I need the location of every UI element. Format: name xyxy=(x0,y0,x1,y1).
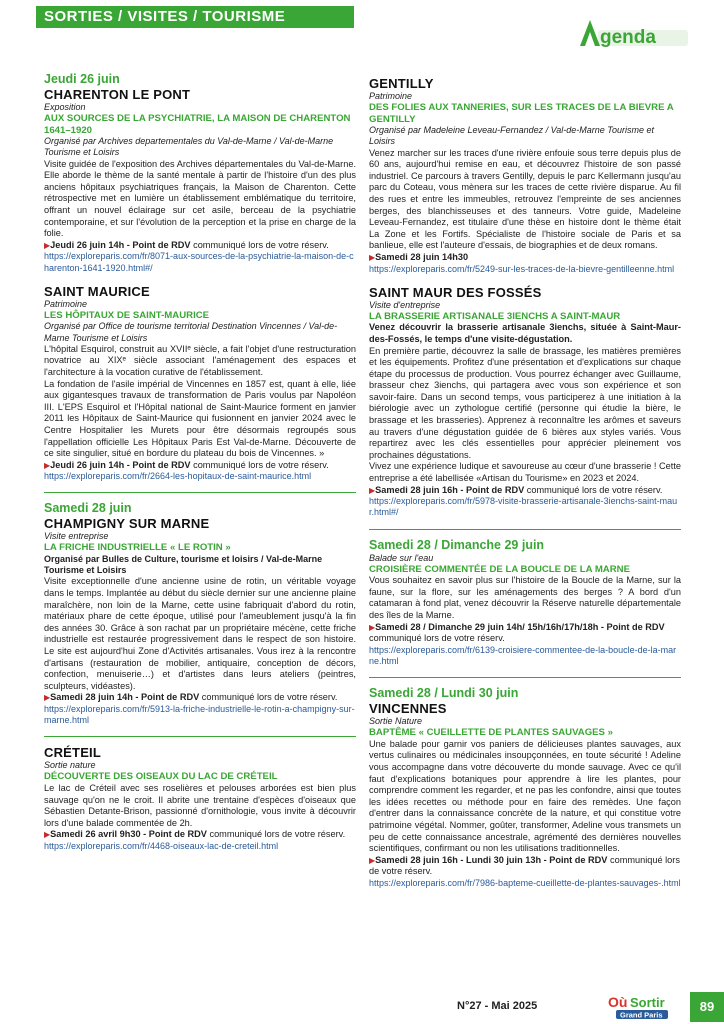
svg-text:Grand Paris: Grand Paris xyxy=(620,1010,663,1020)
event-description-2: Vivez une expérience ludique et savoureuse au cœur d'une brasserie ! Cette entreprise a été labellisée «Artisan du Tourisme» en 2023 et 2024. xyxy=(369,461,681,484)
event-city: VINCENNES xyxy=(369,701,447,717)
event-city: CHAMPIGNY SUR MARNE xyxy=(44,516,210,532)
event-creteil xyxy=(44,745,356,852)
event-title: AUX SOURCES DE LA PSYCHIATRIE, LA MAISON DE CHARENTON 1641–1920 xyxy=(44,113,351,136)
event-title: DÉCOUVERTE DES OISEAUX DU LAC DE CRÉTEIL xyxy=(44,771,278,783)
agenda-logo xyxy=(578,18,690,50)
rdv-time: Jeudi 26 juin 14h - Point de RDV xyxy=(50,239,191,250)
event-title: CROISIÈRE COMMENTÉE DE LA BOUCLE DE LA MARNE xyxy=(369,563,630,575)
event-rdv xyxy=(44,829,356,841)
arrow-right-icon: ▶ xyxy=(44,240,51,250)
event-link[interactable]: https://exploreparis.com/fr/6139-croisiere-commentee-de-la-boucle-de-la-marne.html xyxy=(369,644,677,666)
divider xyxy=(369,677,681,678)
event-title: DES FOLIES AUX TANNERIES, SUR LES TRACES DE LA BIEVRE A GENTILLY xyxy=(369,102,674,125)
rdv-time: Samedi 28 juin 16h - Lundi 30 juin 13h - Point de RDV xyxy=(375,854,608,865)
rdv-time: Samedi 28 / Dimanche 29 juin 14h/ 15h/16h/17h/18h - Point de RDV xyxy=(375,621,665,632)
event-organizer: Organisé par Office de tourisme territorial Destination Vincennes / Val-de-Marne Tourisme et Loisirs xyxy=(44,321,338,343)
event-category: Visite entreprise xyxy=(44,531,109,542)
rdv-note: communiqué lors de votre réserv. xyxy=(199,692,338,703)
arrow-right-icon: ▶ xyxy=(44,460,51,470)
event-vincennes xyxy=(369,686,681,889)
arrow-right-icon: ▶ xyxy=(369,855,376,865)
event-description: Venez marcher sur les traces d'une rivière enfouie sous terre depuis plus de 60 ans, aujourd'hui remise en eau, et découvrez l'histoire de son passé industriel. Ce parcours à travers Gentilly, depuis le parc Kellermann jusqu'au parc du Coteau, vous mènera sur les traces de cette rivière disparue. Au fil des rues et entre les immeubles, retrouvez l'empreinte de ses anciennes berges, des blanchisseuses et des tanneurs. Votre guide, Madeleine Leveau-Fernandez, est titulaire d'une thèse en histoire dont le thème était La Zone et les Fortifs. Spécialiste de l'histoire sociale de Paris et sa banlieue, elle est l'auteure d'essais, de biographies et de deux romans. xyxy=(369,147,681,251)
event-charenton xyxy=(44,72,356,274)
arrow-right-icon: ▶ xyxy=(369,485,376,495)
event-champigny xyxy=(44,501,356,726)
svg-text:Sortir: Sortir xyxy=(630,995,665,1010)
event-link[interactable]: https://exploreparis.com/fr/8071-aux-sources-de-la-psychiatrie-la-maison-de-charenton-1641-1920.html#/ xyxy=(44,251,354,273)
event-rdv xyxy=(44,240,356,252)
event-category: Patrimoine xyxy=(369,91,413,101)
event-category: Balade sur l'eau xyxy=(369,552,434,563)
event-croisiere xyxy=(369,538,681,668)
event-city: CRÉTEIL xyxy=(44,745,102,761)
event-rdv xyxy=(369,855,681,878)
event-link[interactable]: https://exploreparis.com/fr/7986-bapteme-cueillette-de-plantes-sauvages-.html xyxy=(369,877,681,888)
arrow-right-icon: ▶ xyxy=(369,252,376,262)
event-link[interactable]: https://exploreparis.com/fr/5978-visite-brasserie-artisanale-3ienchs-saint-maur.html#/ xyxy=(369,496,678,518)
magazine-logo xyxy=(606,992,680,1020)
event-date: Samedi 28 / Lundi 30 juin xyxy=(369,686,519,701)
event-rdv xyxy=(369,485,681,497)
issue-number: N°27 - Mai 2025 xyxy=(457,1000,538,1012)
event-category: Visite d'entreprise xyxy=(369,299,441,310)
event-description: Le lac de Créteil avec ses roselières et pelouses arborées est bien plus sauvage qu'on ne le croit. Il abrite une trentaine d'espèces d'oiseaux que Sébastien Detante-Brison, passionné d'ornithologie, vous invite à découvrir lors d'une balade commentée de 2h. xyxy=(44,783,356,828)
event-category: Sortie nature xyxy=(44,760,96,771)
page-number: 89 xyxy=(690,992,724,1022)
event-description: L'hôpital Esquirol, construit au XVIIᵉ siècle, a fait l'objet d'une restructuration novatrice au XIXᵉ siècle associant l'aménagement des espaces et l'architecture à la vocation curative de l'établissement. xyxy=(44,343,356,377)
event-title: LES HÔPITAUX DE SAINT-MAURICE xyxy=(44,309,210,321)
event-saint-maurice xyxy=(44,284,356,483)
event-rdv xyxy=(369,622,681,645)
rdv-time: Samedi 28 juin 16h - Point de RDV xyxy=(375,484,525,495)
agenda-logo-text: genda xyxy=(600,27,656,48)
event-city: SAINT MAUR DES FOSSÉS xyxy=(369,284,542,300)
event-description: Une balade pour garnir vos paniers de délicieuses plantes sauvages, aux vertus culinaires ou médicinales insoupçonnées, en toute sécurité ! Adeline vous accompagne dans votre découverte du monde sauvage. Avec ce qu'il faut d'explications botaniques pour apprendre à lire les plantes, pour comprendre comment les regarder, et ne pas les confondre, ainsi que toutes les idées recettes ou méthode pour en faire des remèdes. Une façon d'entrer dans la connaissance concrète de la nature, et qui constitue votre patrimoine végétal. Nommer, goûter, transformer, Adeline vous transmets un peu de cette connaissance ancestrale, agrémenté des dernières nouvelles scientifiques, confirmant ou non les utilisations traditionnelles. xyxy=(369,738,681,854)
divider xyxy=(369,529,681,530)
event-category: Exposition xyxy=(44,102,86,112)
event-gentilly xyxy=(369,76,681,275)
rdv-note: communiqué lors de votre réserv. xyxy=(190,459,329,470)
rdv-note: communiqué lors de votre réserv. xyxy=(524,484,663,495)
event-link[interactable]: https://exploreparis.com/fr/2664-les-hopitaux-de-saint-maurice.html xyxy=(44,471,312,482)
rdv-time: Samedi 28 juin 14h30 xyxy=(375,251,469,262)
event-saint-maur xyxy=(369,285,681,519)
event-organizer: Organisé par Bulles de Culture, tourisme et loisirs / Val-de-Marne Tourisme et Loisirs xyxy=(44,554,323,576)
divider xyxy=(44,736,356,737)
event-title: LA BRASSERIE ARTISANALE 3IENCHS A SAINT-MAUR xyxy=(369,310,621,322)
rdv-note: communiqué lors de votre réserv. xyxy=(369,633,505,644)
event-category: Sortie Nature xyxy=(369,716,423,727)
event-description-2: La fondation de l'asile impérial de Vincennes en 1857 est, quant à elle, liée aux gigantesques travaux de transformation de Paris voulus par Napoléon III. L'EPS Esquirol et l'Hôpital national de Saint-Maurice forment en janvier 2011 les Hôpitaux de Saint-Maurice qui fusionnent en janvier 2024 avec le Centre Hospitalier les Murets pour être désormais regroupés sous l'appellation officielle Les Hôpitaux Paris Est Val-de-Marne. Découverte de ce site singulier, situé en bordure du plateau du bois de Vincennes. » xyxy=(44,378,356,459)
rdv-time: Samedi 28 juin 14h - Point de RDV xyxy=(50,692,200,703)
arrow-right-icon: ▶ xyxy=(44,830,51,840)
event-link[interactable]: https://exploreparis.com/fr/5249-sur-les-traces-de-la-bievre-gentilleenne.html xyxy=(369,263,675,274)
event-city: CHARENTON LE PONT xyxy=(44,87,191,102)
rdv-time: Samedi 26 avril 9h30 - Point de RDV xyxy=(50,829,207,840)
event-description: En première partie, découvrez la salle de brassage, les matières premières et les équipements. Profitez d'une présentation et d'explications sur chaque étape du processus de production. Vous pourrez échanger avec Guillaume, brasseur chez 3ienchs, qui partagera avec vous son expérience et son savoir-faire. Dans un second temps, vous participerez à une initiation à la biérologie avec un zythologue certifié (personne qui étudie la bière, le brassage et les brasseries). Apprenez à reconnaître les arômes et saveurs au travers d'une dégustation guidée de 6 bières aux styles variés. Vous repartirez avec les clés essentielles pour apprécier pleinement vos prochaines dégustations. xyxy=(369,345,681,460)
event-title: LA FRICHE INDUSTRIELLE « LE ROTIN » xyxy=(44,542,231,554)
event-link[interactable]: https://exploreparis.com/fr/4468-oiseaux-lac-de-creteil.html xyxy=(44,840,279,851)
event-rdv xyxy=(44,460,356,472)
event-date: Samedi 28 juin xyxy=(44,501,132,516)
event-description: Vous souhaitez en savoir plus sur l'histoire de la Boucle de la Marne, sur la faune, sur la flore, sur les aménagements des berges ? A bord d'un catamaran à fond plat, venez découvrir la Réserve naturelle départementale des îles de la Marne. xyxy=(369,575,681,621)
event-city: SAINT MAURICE xyxy=(44,283,150,299)
event-description: Visite guidée de l'exposition des Archives départementales du Val-de-Marne. Elle aborde le thème de la santé mentale à partir de l'histoire d'un des plus anciens hôpitaux psychiatriques français, la Maison de Charenton. Cette rétrospective met en lumière un établissement emblématique du territoire, offrant un nouvel éclairage sur cet asile, berceau de la psychiatrie contemporaine, et sur l'évolution de la perception et la prise en charge de la folie. xyxy=(44,158,356,239)
event-link[interactable]: https://exploreparis.com/fr/5913-la-friche-industrielle-le-rotin-a-champigny-sur-marne.html xyxy=(44,704,355,726)
event-date: Samedi 28 / Dimanche 29 juin xyxy=(369,537,545,552)
rdv-note: communiqué lors de votre réserv. xyxy=(206,829,346,840)
event-intro: Venez découvrir la brasserie artisanale 3ienchs, située à Saint-Maur-des-Fossés, le temps d'une visite-dégustation. xyxy=(369,322,681,344)
rdv-note: communiqué lors de votre réserv. xyxy=(190,239,329,250)
event-date: Jeudi 26 juin xyxy=(44,72,120,86)
event-category: Patrimoine xyxy=(44,298,88,309)
event-title: BAPTÊME « CUEILLETTE DE PLANTES SAUVAGES » xyxy=(369,727,613,739)
event-organizer: Organisé par Archives departementales du Val-de-Marne / Val-de-Marne Tourisme et Loisirs xyxy=(44,136,334,158)
event-city: GENTILLY xyxy=(369,76,434,91)
arrow-right-icon: ▶ xyxy=(369,622,376,632)
svg-text:Où: Où xyxy=(608,994,628,1010)
rdv-note: communiqué lors de votre réserv. xyxy=(369,854,680,877)
section-header: SORTIES / VISITES / TOURISME xyxy=(36,6,354,28)
event-organizer: Organisé par Madeleine Leveau-Fernandez / Val-de-Marne Tourisme et Loisirs xyxy=(369,125,654,147)
event-rdv xyxy=(369,252,681,264)
divider xyxy=(44,492,356,493)
rdv-time: Jeudi 26 juin 14h - Point de RDV xyxy=(50,459,191,470)
right-column xyxy=(369,76,681,899)
event-rdv xyxy=(44,692,356,704)
arrow-right-icon: ▶ xyxy=(44,693,51,703)
event-description: Visite exceptionnelle d'une ancienne usine de rotin, un véritable voyage dans le temps. Implantée au début du siècle dernier sur une ancienne plaine maraîchère, non loin de la Marne, cette usine fabriquait d'abord du rotin, matériaux phare de cette époque, utilisé pour l'ameublement jusqu'à la fin des années 30. Grâce à son rachat par un propriétaire mécène, cette friche industrielle est restaurée progressivement dans le respect de son histoire. Le site est aujourd'hui Zone d'Activités artisanales. Vous irez à la rencontre d'artisans (restauration de mobilier, antiquaire, conception de décors, confection, menuiserie…) et d'artistes dans leurs ateliers (peintres, sculpteurs, vidéastes). xyxy=(44,576,356,691)
left-column xyxy=(44,72,356,862)
